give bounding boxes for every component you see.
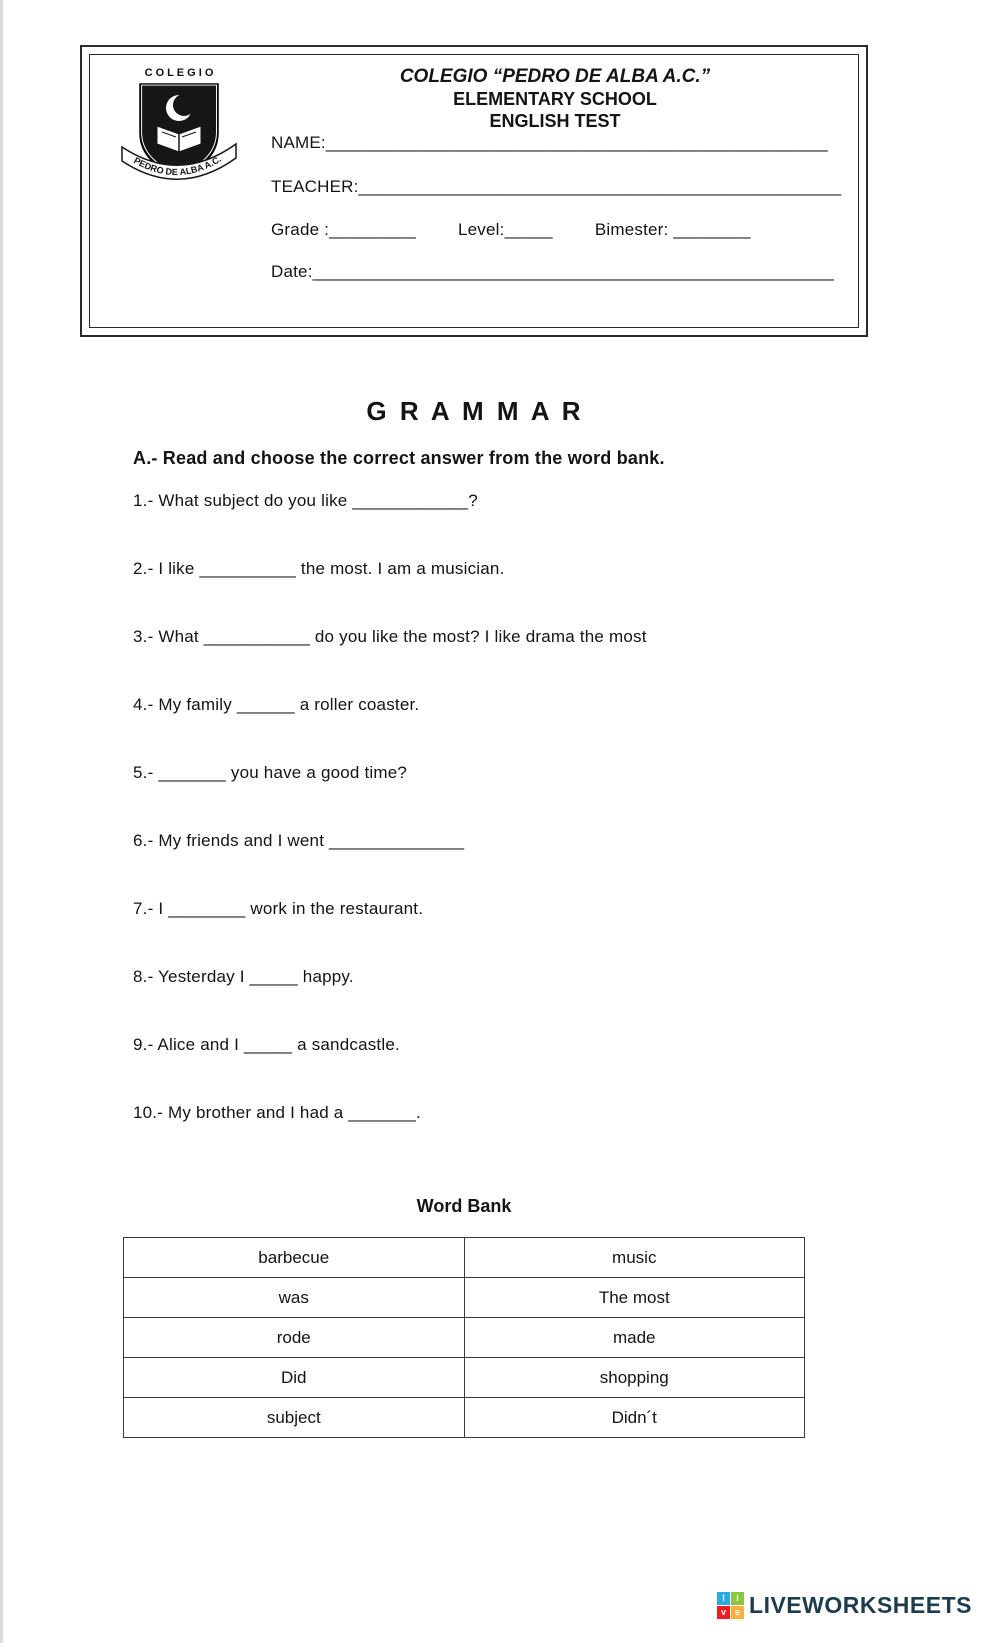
wordbank-row (124, 1358, 805, 1398)
name-field-line: NAME:____________________________________________________ (271, 133, 828, 152)
page-edge-strip (0, 0, 3, 1643)
wordbank-title: Word Bank (416, 1196, 512, 1216)
test-title: ENGLISH TEST (489, 111, 621, 131)
liveworksheets-brand: LIVEWORKSHEETS (749, 1592, 972, 1618)
wordbank-row (124, 1398, 805, 1438)
crest-ribbon-text: PEDRO DE ALBA A.C. (132, 153, 223, 178)
wordbank-cell: rode (124, 1318, 465, 1358)
lw-square-l: l (717, 1592, 730, 1605)
wordbank-cell: was (124, 1278, 465, 1318)
question-2: 2.- I like __________ the most. I am a musician. (133, 559, 505, 578)
wordbank-cell: barbecue (124, 1238, 465, 1278)
wordbank-cell: music (464, 1238, 805, 1278)
wordbank-row (124, 1238, 805, 1278)
wordbank-cell: shopping (464, 1358, 805, 1398)
liveworksheets-logo[interactable] (717, 1592, 972, 1619)
grade-level-bimester-row (271, 220, 751, 240)
wordbank-row (124, 1318, 805, 1358)
liveworksheets-grid-icon (717, 1592, 744, 1619)
wordbank-cell: Didn´t (464, 1398, 805, 1438)
wordbank-cell: Did (124, 1358, 465, 1398)
question-3: 3.- What ___________ do you like the most? I like drama the most (133, 627, 647, 646)
section-title-grammar: G R A M M A R (366, 396, 584, 426)
wordbank-cell: made (464, 1318, 805, 1358)
question-list (133, 492, 647, 1121)
school-title-block (255, 66, 855, 132)
grade-field: Grade :_________ (271, 220, 416, 239)
school-crest-icon (108, 63, 250, 201)
question-7: 7.- I ________ work in the restaurant. (133, 899, 424, 918)
school-name: COLEGIO “PEDRO DE ALBA A.C.” (399, 66, 711, 87)
question-8: 8.- Yesterday I _____ happy. (133, 967, 354, 986)
question-4: 4.- My family ______ a roller coaster. (133, 695, 420, 714)
level-field: Level:_____ (458, 220, 553, 239)
wordbank-cell: subject (124, 1398, 465, 1438)
lw-square-i: i (731, 1592, 744, 1605)
question-6: 6.- My friends and I went ______________ (133, 831, 465, 850)
test-header-inner-frame (89, 54, 859, 328)
question-10: 10.- My brother and I had a _______. (133, 1103, 421, 1122)
lw-square-v: v (717, 1606, 730, 1619)
teacher-field-line: TEACHER:__________________________________________________ (271, 177, 842, 196)
question-9: 9.- Alice and I _____ a sandcastle. (133, 1035, 400, 1054)
wordbank-cell: The most (464, 1278, 805, 1318)
section-a-instruction: A.- Read and choose the correct answer from the word bank. (133, 448, 665, 468)
lw-square-e: e (731, 1606, 744, 1619)
crest-top-text: C O L E G I O (144, 67, 214, 79)
date-field-line: Date:______________________________________________________ (271, 262, 834, 281)
test-header-box (80, 45, 868, 337)
school-level: ELEMENTARY SCHOOL (453, 89, 657, 109)
question-1: 1.- What subject do you like ____________? (133, 491, 478, 510)
wordbank-row (124, 1278, 805, 1318)
wordbank-table (123, 1237, 805, 1438)
bimester-field: Bimester: ________ (594, 220, 751, 239)
question-5: 5.- _______ you have a good time? (133, 763, 408, 782)
